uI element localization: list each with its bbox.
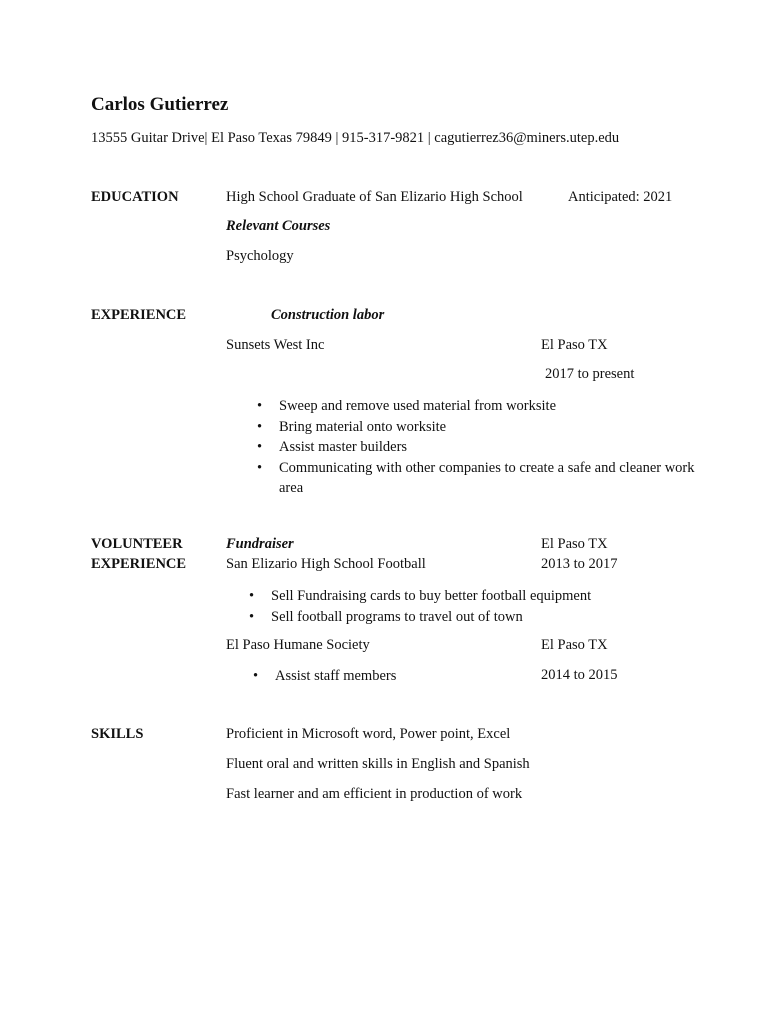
volunteer-org2-bullets (253, 666, 515, 687)
experience-title: Construction labor (271, 307, 385, 323)
education-anticipated: Anticipated: 2021 (568, 189, 673, 205)
list-item: • Sell football programs to travel out of town (271, 607, 691, 628)
volunteer-org1: San Elizario High School Football (226, 556, 426, 572)
experience-location: El Paso TX (541, 337, 608, 353)
skills-item: Proficient in Microsoft word, Power point, Excel (226, 726, 511, 742)
bullet-icon: • (249, 588, 255, 604)
bullet-icon: • (257, 439, 263, 455)
bullet-icon: • (249, 608, 255, 625)
experience-company: Sunsets West Inc (226, 337, 325, 353)
skills-item: Fluent oral and written skills in English and Spanish (226, 756, 530, 772)
bullet-icon: • (257, 459, 263, 476)
resume-name: Carlos Gutierrez (91, 94, 229, 115)
volunteer-heading-line1: VOLUNTEER (91, 536, 183, 552)
list-item: • Sell Fundraising cards to buy better football equipment (271, 586, 691, 607)
volunteer-org2-dates: 2014 to 2015 (541, 667, 618, 683)
skills-item: Fast learner and am efficient in production of work (226, 786, 523, 802)
education-heading: EDUCATION (91, 189, 179, 205)
bullet-icon: • (257, 418, 263, 435)
volunteer-org1-dates: 2013 to 2017 (541, 556, 618, 572)
volunteer-role: Fundraiser (226, 536, 294, 552)
volunteer-org1-location: El Paso TX (541, 536, 608, 552)
experience-dates: 2017 to present (545, 366, 635, 382)
volunteer-org1-bullets (249, 586, 691, 627)
list-item: • Bring material onto worksite (279, 417, 699, 438)
education-school: High School Graduate of San Elizario High School (226, 189, 523, 205)
volunteer-heading-line2: EXPERIENCE (91, 556, 187, 572)
experience-bullets (257, 396, 699, 499)
list-item: • Communicating with other companies to create a safe and cleaner work area (257, 459, 695, 496)
list-item: • Assist master builders (279, 437, 699, 458)
bullet-icon: • (253, 668, 259, 684)
list-item: • Sweep and remove used material from worksite (279, 396, 699, 417)
bullet-icon: • (257, 398, 263, 414)
relevant-courses-label: Relevant Courses (226, 218, 331, 234)
volunteer-org2: El Paso Humane Society (226, 637, 370, 653)
volunteer-org2-location: El Paso TX (541, 637, 608, 653)
skills-heading: SKILLS (91, 726, 144, 742)
experience-heading: EXPERIENCE (91, 307, 187, 323)
contact-line: 13555 Guitar Drive| El Paso Texas 79849 | 915-317-9821 | cagutierrez36@miners.utep.edu (91, 130, 620, 146)
list-item: • Assist staff members (275, 666, 515, 687)
relevant-courses-value: Psychology (226, 248, 294, 264)
